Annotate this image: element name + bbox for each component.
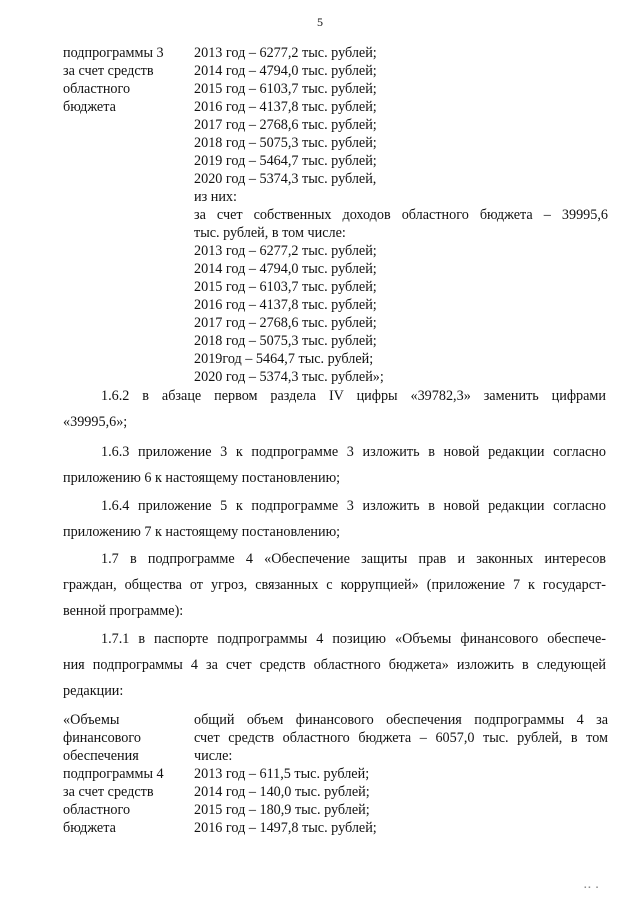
year-amount-line: 2019год – 5464,7 тыс. рублей; (194, 351, 374, 367)
year-amount-line: 2020 год – 5374,3 тыс. рублей, (194, 171, 377, 187)
financing-label-line: финансового (63, 730, 141, 746)
financing-label-line: областного (63, 81, 131, 97)
year-amount-line: 2016 год – 4137,8 тыс. рублей; (194, 99, 377, 115)
financing-table-subprogram-3 (63, 44, 608, 386)
total-amount-line: общий объем финансового обеспечения подпрограммы 4 за (194, 712, 608, 728)
paragraph-line: 1.6.3 приложение 3 к подпрограмме 3 изложить в новой редакции согласно (101, 444, 606, 460)
financing-label-line: областного (63, 802, 131, 818)
financing-label-column (63, 711, 194, 837)
year-amount-line: 2015 год – 6103,7 тыс. рублей; (194, 81, 377, 97)
paragraph-1-6-3 (63, 439, 606, 491)
paragraph-1-7-1 (63, 626, 606, 704)
financing-label-line: подпрограммы 4 (63, 766, 164, 782)
financing-label-line: «Объемы (63, 712, 120, 728)
year-amount-line: 2013 год – 6277,2 тыс. рублей; (194, 45, 377, 61)
financing-label-line: подпрограммы 3 (63, 45, 164, 61)
year-amount-line: 2014 год – 4794,0 тыс. рублей; (194, 63, 377, 79)
financing-label-column (63, 44, 194, 386)
page-number: 5 (317, 15, 323, 29)
year-amount-line: 2018 год – 5075,3 тыс. рублей; (194, 135, 377, 151)
paragraph-line: 1.7.1 в паспорте подпрограммы 4 позицию «Объемы финансового обеспече- (101, 631, 606, 647)
paragraph-line: приложению 7 к настоящему постановлению; (63, 524, 341, 540)
scan-artifact-mark: ▪▪ ▪ (584, 885, 600, 891)
total-amount-line: счет средств областного бюджета – 6057,0 тыс. рублей, в том (194, 730, 608, 746)
year-amount-line: 2015 год – 6103,7 тыс. рублей; (194, 279, 377, 295)
paragraph-line: 1.6.2 в абзаце первом раздела IV цифры «39782,3» заменить цифрами (101, 388, 606, 404)
paragraph-1-6-4 (63, 493, 606, 545)
paragraph-line: приложению 6 к настоящему постановлению; (63, 470, 341, 486)
own-income-line: за счет собственных доходов областного бюджета – 39995,6 (194, 207, 608, 223)
financing-values-column (194, 44, 608, 386)
paragraph-1-6-2 (63, 383, 606, 435)
paragraph-line: «39995,6»; (63, 414, 128, 430)
year-amount-line: 2014 год – 140,0 тыс. рублей; (194, 784, 370, 800)
paragraph-line: редакции: (63, 683, 124, 699)
year-amount-line: 2019 год – 5464,7 тыс. рублей; (194, 153, 377, 169)
of-which-line: из них: (194, 189, 237, 205)
financing-label-line: обеспечения (63, 748, 139, 764)
year-amount-line: 2017 год – 2768,6 тыс. рублей; (194, 117, 377, 133)
financing-label-line: бюджета (63, 820, 116, 836)
year-amount-line: 2016 год – 4137,8 тыс. рублей; (194, 297, 377, 313)
financing-table-subprogram-4 (63, 711, 608, 837)
year-amount-line: 2014 год – 4794,0 тыс. рублей; (194, 261, 377, 277)
year-amount-line: 2013 год – 611,5 тыс. рублей; (194, 766, 370, 782)
own-income-line: тыс. рублей, в том числе: (194, 225, 346, 241)
year-amount-line: 2016 год – 1497,8 тыс. рублей; (194, 820, 377, 836)
financing-values-column (194, 711, 608, 837)
year-amount-line: 2017 год – 2768,6 тыс. рублей; (194, 315, 377, 331)
paragraph-line: венной программе): (63, 603, 184, 619)
financing-label-line: за счет средств (63, 63, 154, 79)
year-amount-line: 2015 год – 180,9 тыс. рублей; (194, 802, 370, 818)
year-amount-line: 2020 год – 5374,3 тыс. рублей»; (194, 369, 384, 385)
paragraph-line: граждан, общества от угроз, связанных с коррупцией» (приложение 7 к государст- (63, 577, 606, 593)
year-amount-line: 2018 год – 5075,3 тыс. рублей; (194, 333, 377, 349)
financing-label-line: бюджета (63, 99, 116, 115)
paragraph-line: ния подпрограммы 4 за счет средств областного бюджета» изложить в следующей (63, 657, 606, 673)
paragraph-line: 1.7 в подпрограмме 4 «Обеспечение защиты прав и законных интересов (101, 551, 606, 567)
year-amount-line: 2013 год – 6277,2 тыс. рублей; (194, 243, 377, 259)
financing-label-line: за счет средств (63, 784, 154, 800)
paragraph-line: 1.6.4 приложение 5 к подпрограмме 3 изложить в новой редакции согласно (101, 498, 606, 514)
total-amount-line: числе: (194, 748, 233, 764)
paragraph-1-7 (63, 546, 606, 624)
